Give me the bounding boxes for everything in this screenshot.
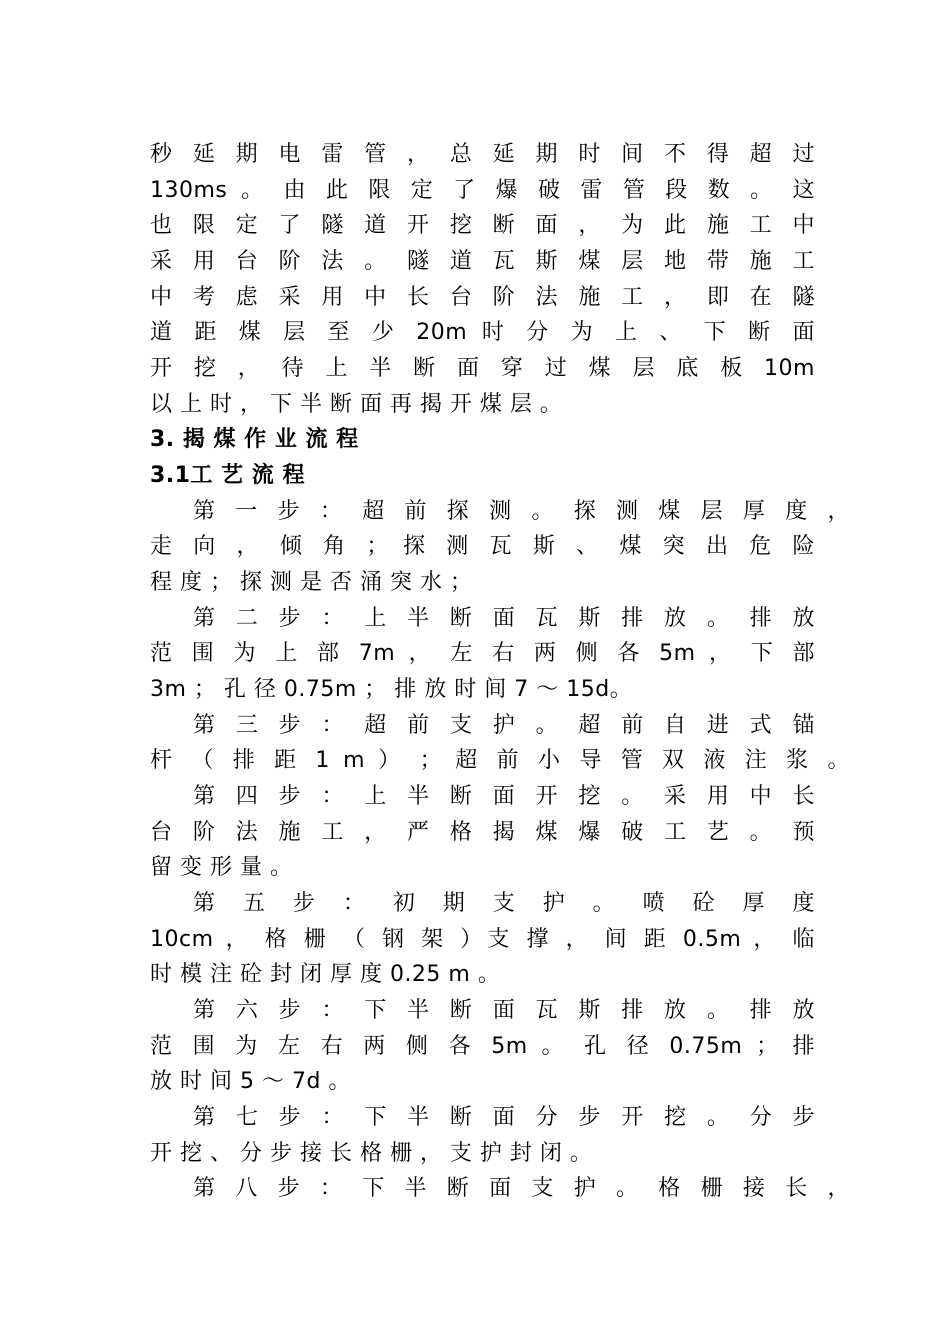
text-line: 范 围 为 左 右 两 侧 各 5m 。 孔 径 0.75m ； 排: [150, 1034, 815, 1059]
text-line: 第 三 步 ： 超 前 支 护 。 超 前 自 进 式 锚: [193, 713, 815, 738]
text-line: 130ms 。 由 此 限 定 了 爆 破 雷 管 段 数 。 这: [150, 178, 815, 203]
text-line: 开 挖 、 分 步 接 长 格 栅 ， 支 护 封 闭 。: [150, 1141, 593, 1166]
text-line: 程 度 ； 探 测 是 否 涌 突 水 ；: [150, 570, 473, 595]
text-line: 以 上 时 ， 下 半 断 面 再 揭 开 煤 层 。: [150, 392, 563, 417]
text-line: 秒 延 期 电 雷 管 ， 总 延 期 时 间 不 得 超 过: [150, 142, 815, 167]
section-heading: 3. 揭 煤 作 业 流 程: [150, 427, 359, 452]
text-line: 第 八 步 ： 下 半 断 面 支 护 。 格 栅 接 长 ，: [193, 1176, 850, 1201]
text-line: 杆 （ 排 距 1 m ） ； 超 前 小 导 管 双 液 注 浆 。: [150, 748, 850, 773]
subsection-heading: 3.1工 艺 流 程: [150, 463, 305, 488]
text-line: 第 六 步 ： 下 半 断 面 瓦 斯 排 放 。 排 放: [193, 998, 815, 1023]
text-line: 台 阶 法 施 工 ， 严 格 揭 煤 爆 破 工 艺 。 预: [150, 820, 815, 845]
text-line: 第 七 步 ： 下 半 断 面 分 步 开 挖 。 分 步: [193, 1105, 815, 1130]
text-line: 放 时 间 5 ～ 7d 。: [150, 1069, 351, 1094]
text-line: 开 挖 ， 待 上 半 断 面 穿 过 煤 层 底 板 10m: [150, 356, 815, 381]
text-line: 第 四 步 ： 上 半 断 面 开 挖 。 采 用 中 长: [193, 784, 815, 809]
text-line: 留 变 形 量 。: [150, 855, 293, 880]
text-line: 第 一 步 ： 超 前 探 测 。 探 测 煤 层 厚 度 ，: [193, 499, 850, 524]
text-line: 中 考 虑 采 用 中 长 台 阶 法 施 工 ， 即 在 隧: [150, 285, 815, 310]
text-line: 时 模 注 砼 封 闭 厚 度 0.25 m 。: [150, 962, 501, 987]
text-line: 采 用 台 阶 法 。 隧 道 瓦 斯 煤 层 地 带 施 工: [150, 249, 815, 274]
text-line: 第 二 步 ： 上 半 断 面 瓦 斯 排 放 。 排 放: [193, 606, 815, 631]
text-line: 走 向 ， 倾 角 ； 探 测 瓦 斯 、 煤 突 出 危 险: [150, 534, 815, 559]
text-line: 3m ； 孔 径 0.75m ； 排 放 时 间 7 ～ 15d。: [150, 677, 633, 702]
text-line: 也 限 定 了 隧 道 开 挖 断 面 ， 为 此 施 工 中: [150, 213, 815, 238]
text-line: 道 距 煤 层 至 少 20m 时 分 为 上 、 下 断 面: [150, 320, 815, 345]
text-line: 10cm ， 格 栅 （ 钢 架 ）支 撑 ， 间 距 0.5m ， 临: [150, 927, 815, 952]
text-line: 范 围 为 上 部 7m ， 左 右 两 侧 各 5m ， 下 部: [150, 641, 815, 666]
text-line: 第 五 步 ： 初 期 支 护 。 喷 砼 厚 度: [193, 891, 815, 916]
